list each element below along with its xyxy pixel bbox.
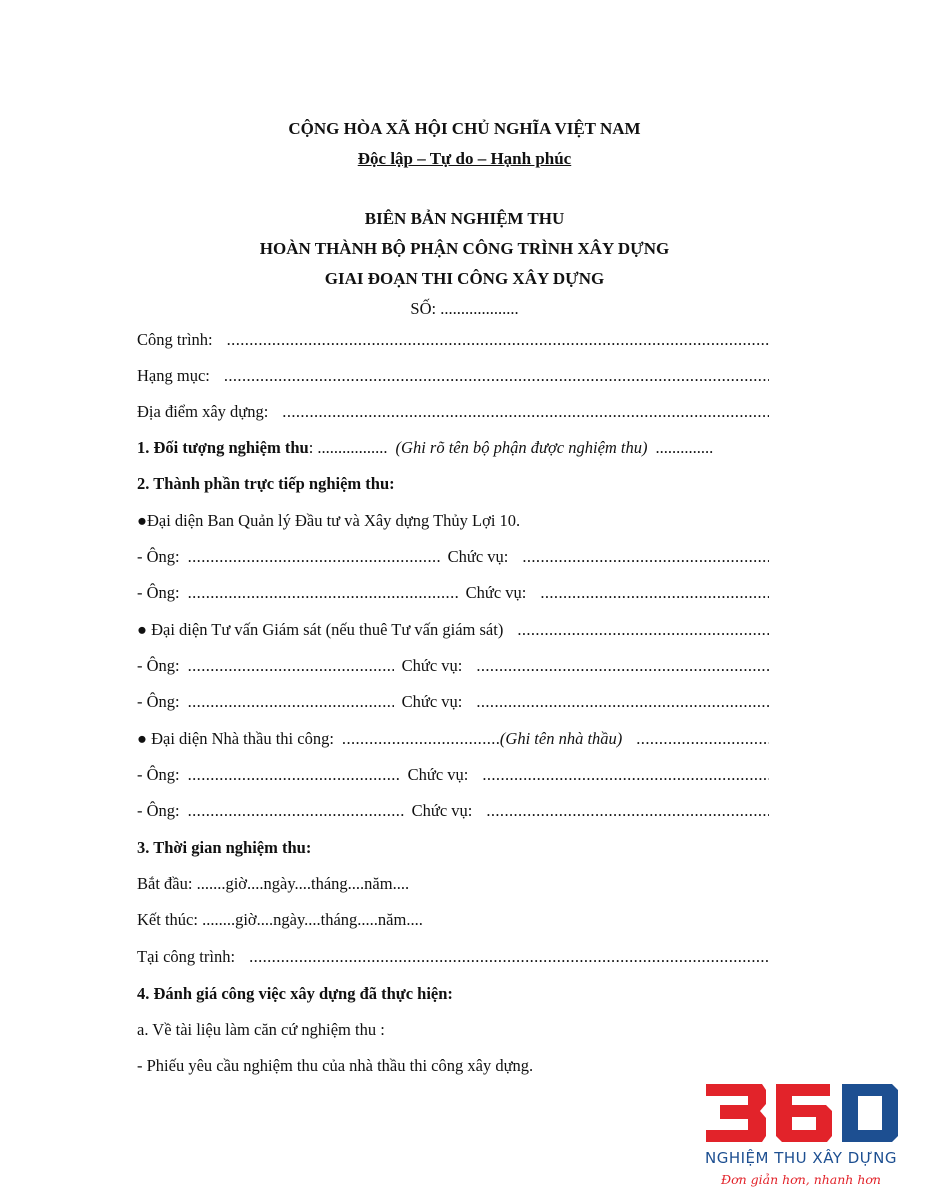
contractor-name-blank: [342, 727, 500, 751]
logo-360-mark-icon: [700, 1080, 900, 1146]
section4-heading: 4. Đánh giá công việc xây dựng đã thực hiện:: [137, 984, 453, 1003]
section1-heading: 1. Đối tượng nghiệm thu: [137, 438, 309, 457]
contractor-person-row-1: [137, 763, 769, 787]
position-blank: [522, 545, 769, 569]
section1-trail: ..............: [655, 438, 714, 457]
section4-line1: - Phiếu yêu cầu nghiệm thu của nhà thầu thi công xây dựng.: [137, 1056, 534, 1075]
supervisor-person-row-1: [137, 654, 769, 678]
person-label: - Ông:: [137, 547, 180, 566]
person-label: - Ông:: [137, 656, 180, 675]
person-label: - Ông:: [137, 583, 180, 602]
start-time: Bắt đầu: .......giờ....ngày....tháng....năm....: [137, 874, 410, 893]
person-name-blank: [188, 545, 440, 569]
position-label: Chức vụ:: [447, 547, 509, 566]
person-name-blank: [188, 763, 400, 787]
owner-rep-heading: ●Đại diện Ban Quản lý Đầu tư và Xây dựng Thủy Lợi 10.: [137, 511, 521, 530]
section4-item-a: a. Về tài liệu làm căn cứ nghiệm thu :: [137, 1020, 385, 1039]
project-name-row: [137, 328, 769, 352]
doc-number: SỐ: ...................: [410, 299, 519, 318]
position-blank: [476, 690, 769, 714]
position-label: Chức vụ:: [465, 583, 527, 602]
position-label: Chức vụ:: [407, 765, 469, 784]
owner-person-row-1: [137, 545, 769, 569]
person-name-blank: [188, 799, 404, 823]
project-name-blank: [227, 328, 769, 352]
person-name-blank: [188, 581, 458, 605]
doc-title-line3: GIAI ĐOẠN THI CÔNG XÂY DỰNG: [324, 269, 605, 288]
supervisor-rep-heading: ● Đại diện Tư vấn Giám sát (nếu thuê Tư vấn giám sát): [137, 620, 504, 639]
project-name-label: Công trình:: [137, 330, 213, 349]
position-blank: [482, 763, 769, 787]
section1-colon-dots: : .................: [308, 438, 388, 457]
work-item-label: Hạng mục:: [137, 366, 210, 385]
person-label: - Ông:: [137, 765, 180, 784]
contractor-note: (Ghi tên nhà thầu): [499, 729, 623, 748]
position-label: Chức vụ:: [411, 801, 473, 820]
position-blank: [486, 799, 769, 823]
person-name-blank: [188, 690, 394, 714]
doc-title-line2: HOÀN THÀNH BỘ PHẬN CÔNG TRÌNH XÂY DỰNG: [259, 239, 670, 258]
person-label: - Ông:: [137, 801, 180, 820]
section2-heading: 2. Thành phần trực tiếp nghiệm thu:: [137, 474, 395, 493]
logo-360: [686, 1080, 916, 1198]
position-label: Chức vụ:: [401, 692, 463, 711]
contractor-rep-heading: ● Đại diện Nhà thầu thi công:: [137, 729, 334, 748]
logo-name: NGHIỆM THU XÂY DỰNG: [705, 1149, 897, 1167]
person-name-blank: [188, 654, 394, 678]
position-blank: [476, 654, 769, 678]
location-row: [137, 400, 769, 424]
country-name: CỘNG HÒA XÃ HỘI CHỦ NGHĨA VIỆT NAM: [288, 119, 641, 138]
position-label: Chức vụ:: [401, 656, 463, 675]
supervisor-person-row-2: [137, 690, 769, 714]
motto-text: Độc lập – Tự do – Hạnh phúc: [357, 149, 572, 168]
section3-heading: 3. Thời gian nghiệm thu:: [137, 838, 312, 857]
location-blank: [282, 400, 769, 424]
work-item-row: [137, 364, 769, 388]
end-time: Kết thúc: ........giờ....ngày....tháng.....năm....: [137, 910, 423, 929]
place-blank: [249, 945, 769, 969]
person-label: - Ông:: [137, 692, 180, 711]
section1-row: [137, 436, 769, 460]
position-blank: [540, 581, 769, 605]
owner-person-row-2: [137, 581, 769, 605]
national-motto: [0, 148, 929, 170]
contractor-rep-trail: [636, 727, 769, 751]
place-row: [137, 945, 769, 969]
work-item-blank: [224, 364, 769, 388]
contractor-person-row-2: [137, 799, 769, 823]
doc-title-line1: BIÊN BẢN NGHIỆM THU: [364, 209, 565, 228]
contractor-rep-row: [137, 727, 769, 751]
supervisor-rep-blank: [517, 618, 769, 642]
logo-slogan: Đơn giản hơn, nhanh hơn: [721, 1172, 881, 1187]
supervisor-rep-row: [137, 618, 769, 642]
location-label: Địa điểm xây dựng:: [137, 402, 269, 421]
place-label: Tại công trình:: [137, 947, 236, 966]
section1-note: (Ghi rõ tên bộ phận được nghiệm thu): [395, 438, 648, 457]
